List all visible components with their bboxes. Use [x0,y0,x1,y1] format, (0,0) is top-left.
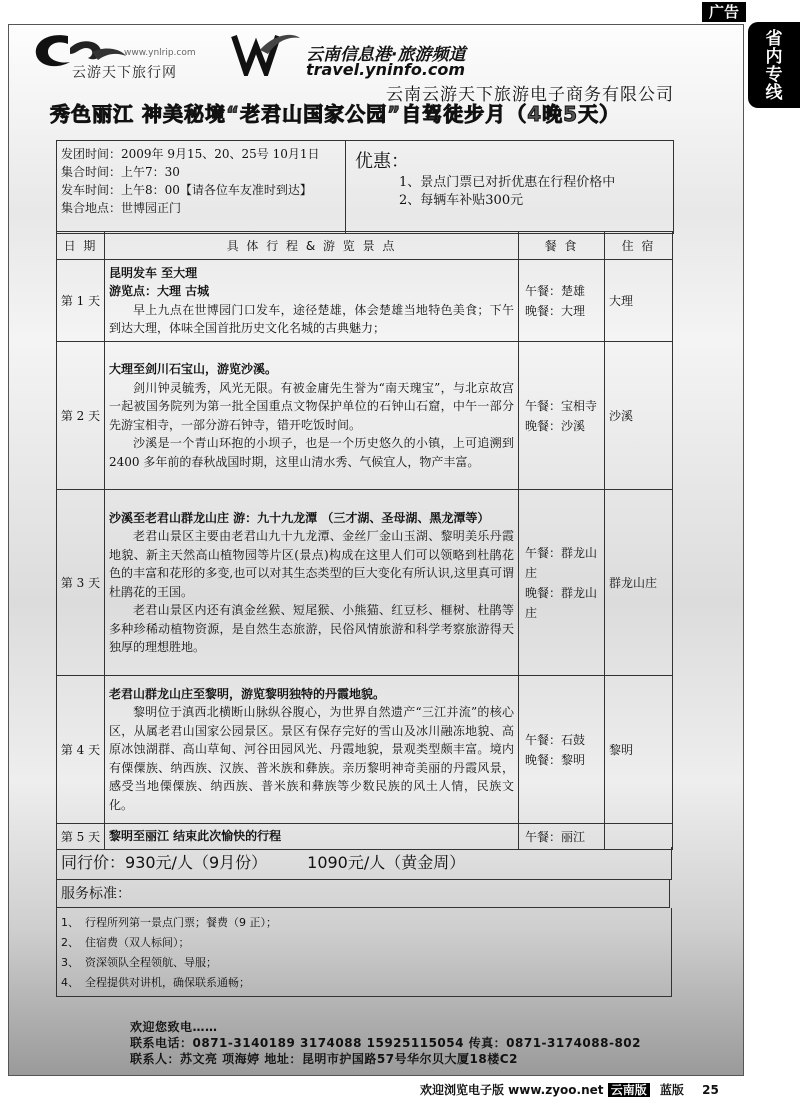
day-label: 第 4 天 [57,676,105,824]
lunch: 午餐：宝相寺 [525,398,598,413]
list-item [61,914,277,930]
discount-item: 2、每辆车补贴300元 [399,193,524,208]
price-row [56,847,672,880]
day-paragraph: 老君山景区主要由老君山九十九龙潭、金丝厂金山玉湖、黎明美乐丹霞地貌、新主天然高山植物园等片区(景点)构成在这里人们可以领略到杜鹃花色的丰富和花形的多变,也可以对其生态类型的巨大变化有所认识,这里真可谓杜鹃花的王国。 [109,529,514,599]
dinner: 晚餐：群龙山庄 [525,585,598,620]
dinner: 晚餐：黎明 [525,752,586,767]
day-paragraph: 老君山景区内还有滇金丝猴、短尾猴、小熊猫、红豆杉、榧树、杜鹃等多种珍稀动植物资源，是自然生态旅游，民俗风情旅游和科学考察旅游得天独厚的理想胜地。 [109,603,514,654]
day-label: 第 2 天 [57,342,105,490]
hotel-cell: 群龙山庄 [605,490,673,676]
day-description [105,490,519,676]
table-row [57,490,673,676]
day-heading: 昆明发车 至大理 [109,265,198,280]
day-description [105,824,519,850]
section-tab-char: 线 [765,83,783,103]
service-title: 服务标准： [56,880,670,908]
list-text: 全程提供对讲机，确保联系通畅； [85,976,250,989]
section-tab[interactable] [748,22,800,108]
day-paragraph: 沙溪是一个青山环抱的小坝子，也是一个历史悠久的小镇，上可追溯到 2400 多年前的春秋战国时期，这里山清水秀、气候宜人，物产丰富。 [109,436,514,469]
day-label: 第 1 天 [57,260,105,342]
footer-link[interactable]: 欢迎浏览电子版 www.zyoo.net [420,1083,604,1097]
edition-color: 蓝版 [659,1083,684,1097]
lunch: 午餐：群龙山庄 [525,545,598,580]
header-meal: 餐 食 [519,232,605,260]
day-paragraph: 早上九点在世博园门口发车，途径楚雄，体会楚雄当地特色美食；下午到达大理，体味全国首批历史文化名城的古典魅力； [109,302,514,335]
dinner: 晚餐：沙溪 [525,418,586,433]
meal-cell [519,824,605,850]
meal-cell [519,260,605,342]
page-number: 25 [702,1083,719,1097]
yninfo-logo-url[interactable]: travel.yninfo.com [306,60,466,79]
list-item [61,954,217,970]
page-title: 秀色丽江 神美秘境“老君山国家公园”自驾徒步月（4晚5天） [50,102,621,126]
table-row [57,260,673,342]
list-text: 资深领队全程领航、导服； [85,956,217,969]
advertisement-tag: 广告 [702,2,746,22]
list-number: 1、 [61,916,79,929]
hotel-cell: 沙溪 [605,342,673,490]
price-golden-week: 1090元/人（黄金周） [307,853,466,872]
lunch: 午餐：丽江 [525,829,586,844]
meal-cell [519,490,605,676]
list-text: 住宿费（双人标间）； [85,936,190,949]
list-item [61,974,250,990]
discount-box [347,141,673,233]
meal-cell [519,676,605,824]
trip-info-box [56,140,674,234]
contact-person-address: 联系人：苏文亮 项海婷 地址：昆明市护国路57号华尔贝大厦18楼C2 [130,1052,518,1066]
section-tab-char: 内 [765,47,783,67]
table-row [57,676,673,824]
list-number: 3、 [61,956,79,969]
edition-box: 云南版 [608,1083,650,1097]
contact-phones: 联系电话：0871-3140189 3174088 15925115054 传真：0871-3174088-802 [130,1036,642,1050]
discount-title: 优惠： [355,151,409,172]
day-subheading: 游览点：大理 古城 [109,284,210,298]
trip-schedule [57,141,346,233]
dinner: 晚餐：大理 [525,303,586,318]
header-day: 日 期 [57,232,105,260]
day-label: 第 3 天 [57,490,105,676]
discount-item: 1、景点门票已对折优惠在行程价格中 [399,175,616,190]
hotel-cell: 大理 [605,260,673,342]
gather-time: 集合时间：上午7：30 [61,165,180,179]
bus-time: 发车时间：上午8：00【请各位车友准时到达】 [61,183,312,197]
day-heading: 沙溪至老君山群龙山庄 游：九十九龙潭 （三才湖、圣母湖、黑龙潭等） [109,510,490,525]
price-september: 930元/人（9月份） [125,853,268,872]
table-header-row [57,232,673,260]
hotel-cell: 黎明 [605,676,673,824]
depart-time: 发团时间：2009年 9月15、20、25号 10月1日 [61,147,320,161]
day-description [105,260,519,342]
price-label: 同行价： [61,853,126,872]
list-number: 4、 [61,976,79,989]
table-row [57,824,673,850]
itinerary-table [56,231,673,850]
yninfo-logo-icon [230,30,302,76]
day-paragraph: 黎明位于滇西北横断山脉纵谷腹心，为世界自然遗产“三江并流”的核心区，从属老君山国家公园景区。景区有保存完好的雪山及冰川融冻地貌、高原冰蚀湖群、高山草甸、河谷田园风光、丹霞地貌，景观类型颇丰富。境内有傈僳族、纳西族、汉族、普米族和彝族。亲历黎明神奇美丽的丹霞风景，感受当地傈僳族、纳西族、普米族和彝族等少数民族的风土人情，民族文化。 [109,705,514,812]
list-item [61,934,190,950]
header-itinerary: 具 体 行 程 & 游 览 景 点 [105,232,519,260]
section-tab-char: 专 [765,65,783,85]
gather-place: 集合地点：世博园正门 [61,201,182,215]
header-hotel: 住 宿 [605,232,673,260]
service-list [56,908,672,997]
logo-url[interactable]: www.ynlrip.com [124,48,196,58]
contact-welcome: 欢迎您致电…… [130,1020,218,1034]
day-heading: 大理至剑川石宝山，游览沙溪。 [109,362,278,376]
lunch: 午餐：石鼓 [525,732,586,747]
lunch: 午餐：楚雄 [525,283,586,298]
table-row [57,342,673,490]
meal-cell [519,342,605,490]
day-label: 第 5 天 [57,824,105,850]
list-text: 行程所列第一景点门票；餐费（9 正）； [85,916,277,929]
day-description [105,676,519,824]
day-description [105,342,519,490]
day-paragraph: 剑川钟灵毓秀，风光无限。有被金庸先生誉为“南天瑰宝”，与北京故宫一起被国务院列为第一批全国重点文物保护单位的石钟山石窟，中午一部分先游宝相寺，一部分游石钟寺，错开吃饭时间。 [109,380,514,432]
list-number: 2、 [61,936,79,949]
page-footer [420,1081,719,1098]
hotel-cell [605,824,673,850]
yninfo-logo-name: 云南信息港·旅游频道 [306,45,466,65]
section-tab-char: 省 [765,29,783,49]
day-heading: 老君山群龙山庄至黎明，游览黎明独特的丹霞地貌。 [109,686,386,701]
logo-name: 云游天下旅行网 [72,65,177,81]
day-heading: 黎明至丽江 结束此次愉快的行程 [109,829,282,844]
company-name: 云南云游天下旅游电子商务有限公司 [386,85,674,105]
